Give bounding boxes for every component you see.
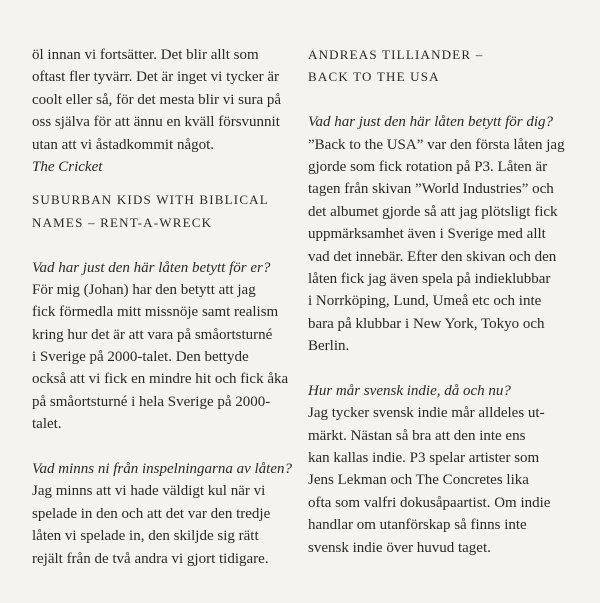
question: Vad minns ni från inspelningarna av låten? [32,461,292,478]
question: Hur mår svensk indie, då och nu? [308,382,511,399]
text-line: uppmärksamhet även i Sverige med allt [308,226,546,243]
text-line: spelade in den och att det var den tredje [32,505,271,522]
text-line: i Sverige på 2000-talet. Den bettyde [32,349,249,366]
left-column [32,44,294,570]
question: Vad har just den här låten betytt för er? [32,259,271,276]
heading-line: ANDREAS TILLIANDER – [308,47,484,62]
text-line: handlar om utanförskap så finns inte [308,517,527,534]
text-line: Jens Lekman och The Concretes lika [308,472,529,489]
text-line: coolt eller så, för det mesta blir vi sura på [32,91,282,108]
text-line: För mig (Johan) har den betytt att jag [32,281,256,298]
text-line: på småortsturné i hela Sverige på 2000- [32,393,271,410]
text-line: bara på klubbar i New York, Tokyo och [308,315,545,332]
text-line: talet. [32,416,62,433]
answer-paragraph [308,402,570,559]
question: Vad har just den här låten betytt för dig? [308,114,553,131]
attribution: The Cricket [32,158,103,175]
section-heading [308,44,570,89]
answer-paragraph [32,480,294,570]
text-line: Jag minns att vi hade väldigt kul när vi [32,483,266,500]
text-line: kring hur det är att vara på småortsturné [32,326,273,343]
heading-line: BACK TO THE USA [308,69,440,85]
text-line: vad det innebär. Efter den skivan och den [308,248,557,265]
text-line: låten vi spelade in, den skiljde sig rätt [32,528,259,545]
answer-paragraph [32,279,294,436]
intro-paragraph [32,44,294,156]
text-line: låten fick jag även spela på indieklubbar [308,270,551,287]
answer-paragraph [308,134,570,358]
text-line: fick förmedla mitt missnöje samt realism [32,304,279,321]
text-line: ofta som valfri dokusåpaartist. Om indie [308,494,551,511]
text-line: i Norrköping, Lund, Umeå etc och inte [308,293,542,310]
text-line: Jag tycker svensk indie mår alldeles ut- [308,405,545,422]
text-line: rejält från de två andra vi gjort tidigare. [32,550,269,567]
text-line: också att vi fick en mindre hit och fick åka [32,371,289,388]
text-line: öl innan vi fortsätter. Det blir allt som [32,47,259,63]
text-line: det albumet gjorde så att jag plötsligt fick [308,203,558,220]
heading-line: NAMES – RENT-A-WRECK [32,214,213,230]
text-line: kan kallas indie. P3 spelar artister som [308,450,540,467]
text-line: utan att vi åstadkommit något. [32,136,215,153]
right-column [308,44,570,559]
text-line: Berlin. [308,338,350,355]
text-line: gjorde som fick rotation på P3. Låten är [308,158,548,175]
text-line: oss själva för att ännu en kväll försvunnit [32,114,280,131]
text-line: ”Back to the USA” var den första låten jag [308,136,565,153]
text-line: märkt. Nästan så bra att den inte ens [308,427,526,444]
text-line: svensk indie över huvud taget. [308,539,491,556]
heading-line: SUBURBAN KIDS WITH BIBLICAL [32,192,269,208]
section-heading [32,189,294,234]
text-line: oftast fler tyvärr. Det är inget vi tycker är [32,69,279,86]
text-line: tagen från skivan ”World Industries” och [308,181,554,198]
